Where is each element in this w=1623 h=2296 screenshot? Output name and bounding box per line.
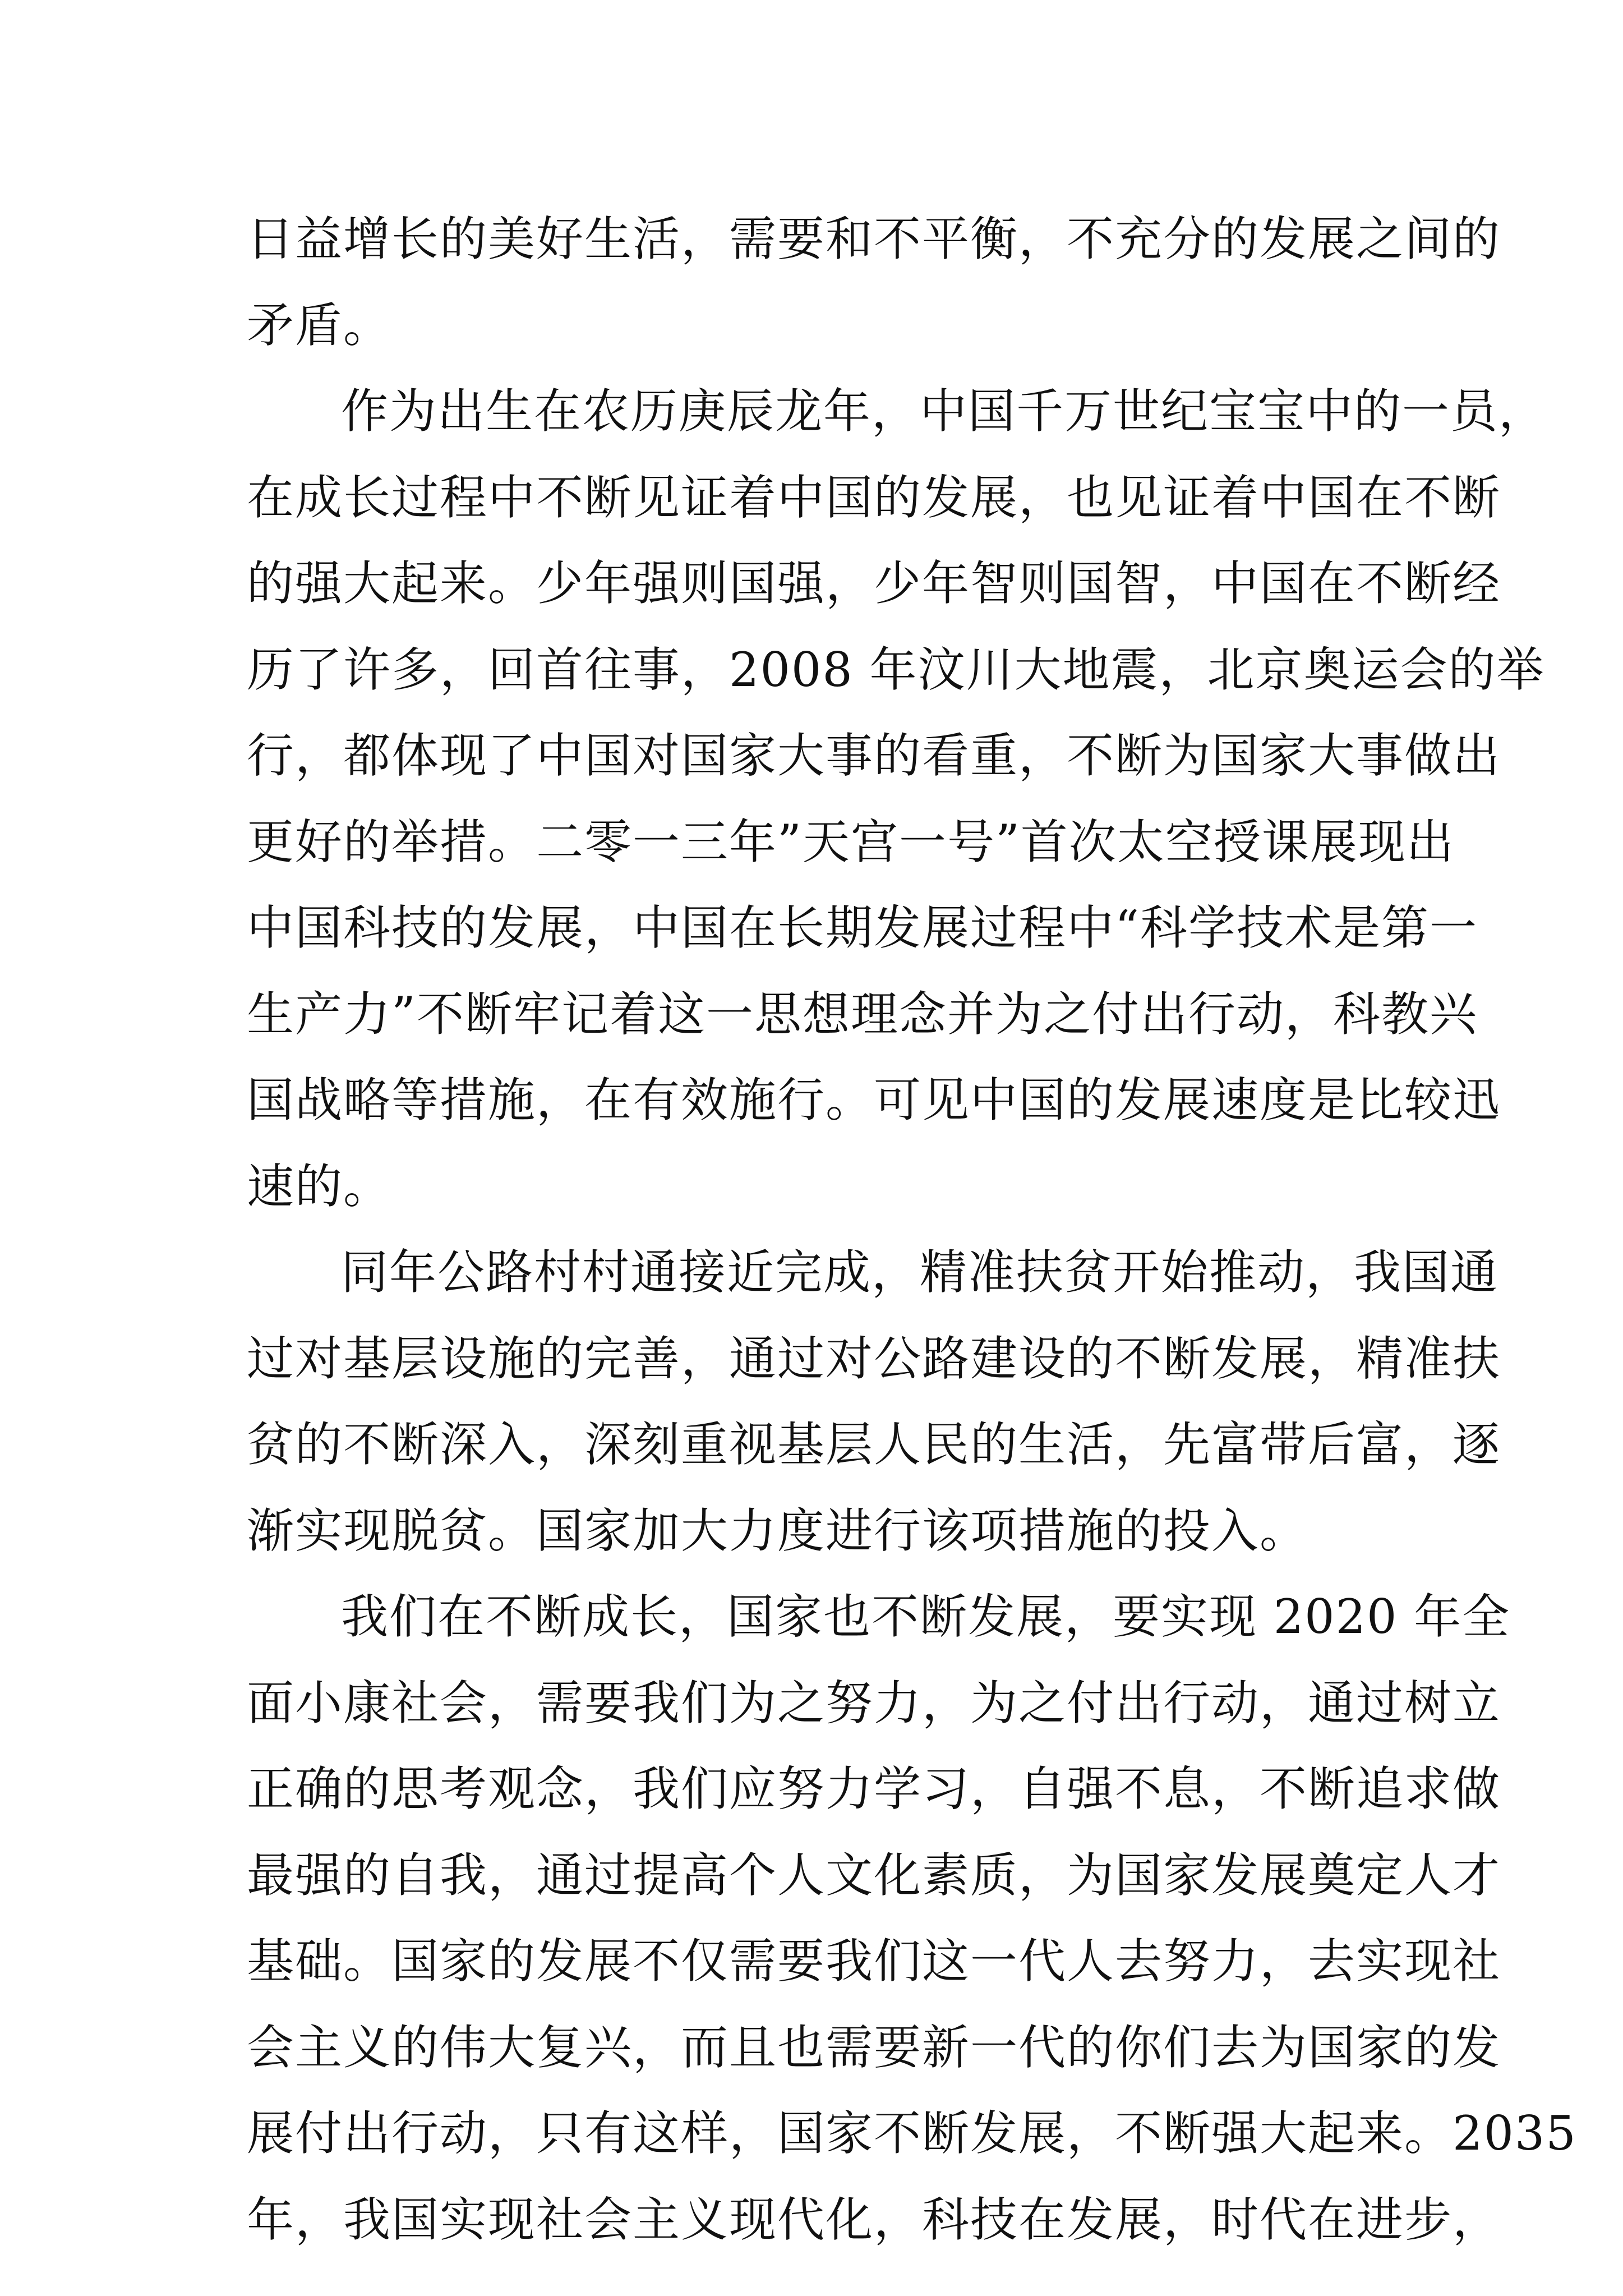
text-line: 更好的举措。二零一三年”天宫一号”首次太空授课展现出 bbox=[247, 814, 1455, 869]
paragraph-4 bbox=[247, 1574, 1577, 2263]
text-line: 生产力”不断牢记着这一思想理念并为之付出行动，科教兴 bbox=[247, 986, 1478, 1042]
text-line: 渐实现脱贫。国家加大力度进行该项措施的投入。 bbox=[247, 1503, 1308, 1558]
text-line: 同年公路村村通接近完成，精准扶贫开始推动，我国通 bbox=[341, 1245, 1499, 1300]
paragraph-3 bbox=[247, 1230, 1501, 1574]
text-line: 贫的不断深入，深刻重视基层人民的生活，先富带后富，逐 bbox=[247, 1417, 1501, 1472]
text-line: 面小康社会，需要我们为之努力，为之付出行动，通过树立 bbox=[247, 1675, 1501, 1731]
text-line: 在成长过程中不断见证着中国的发展，也见证着中国在不断 bbox=[247, 470, 1501, 525]
text-line: 基础。国家的发展不仅需要我们这一代人去努力，去实现社 bbox=[247, 1934, 1501, 1989]
text-line: 历了许多，回首往事，2008 年汶川大地震，北京奥运会的举 bbox=[247, 642, 1545, 697]
text-line: 日益增长的美好生活，需要和不平衡，不充分的发展之间的 bbox=[247, 211, 1501, 266]
text-line: 会主义的伟大复兴，而且也需要新一代的你们去为国家的发 bbox=[247, 2019, 1501, 2075]
text-line: 速的。 bbox=[247, 1158, 392, 1214]
text-line: 我们在不断成长，国家也不断发展，要实现 2020 年全 bbox=[341, 1589, 1511, 1644]
text-line: 国战略等措施，在有效施行。可见中国的发展速度是比较迅 bbox=[247, 1073, 1501, 1128]
paragraph-2 bbox=[247, 369, 1547, 1230]
text-line: 中国科技的发展，中国在长期发展过程中“科学技术是第一 bbox=[247, 900, 1478, 955]
text-line: 矛盾。 bbox=[247, 297, 392, 353]
text-line: 展付出行动，只有这样，国家不断发展，不断强大起来。2035 bbox=[247, 2106, 1577, 2161]
text-line: 行，都体现了中国对国家大事的看重，不断为国家大事做出 bbox=[247, 728, 1501, 783]
text-line: 作为出生在农历庚辰龙年，中国千万世纪宝宝中的一员， bbox=[341, 384, 1547, 439]
text-line: 最强的自我，通过提高个人文化素质，为国家发展奠定人才 bbox=[247, 1847, 1501, 1903]
text-line: 年，我国实现社会主义现代化，科技在发展，时代在进步， bbox=[247, 2192, 1501, 2247]
document-body bbox=[247, 196, 1577, 2263]
text-line: 过对基层设施的完善，通过对公路建设的不断发展，精准扶 bbox=[247, 1331, 1501, 1386]
text-line: 的强大起来。少年强则国强，少年智则国智，中国在不断经 bbox=[247, 556, 1501, 611]
paragraph-1 bbox=[247, 196, 1501, 369]
text-line: 正确的思考观念，我们应努力学习，自强不息，不断追求做 bbox=[247, 1761, 1501, 1816]
